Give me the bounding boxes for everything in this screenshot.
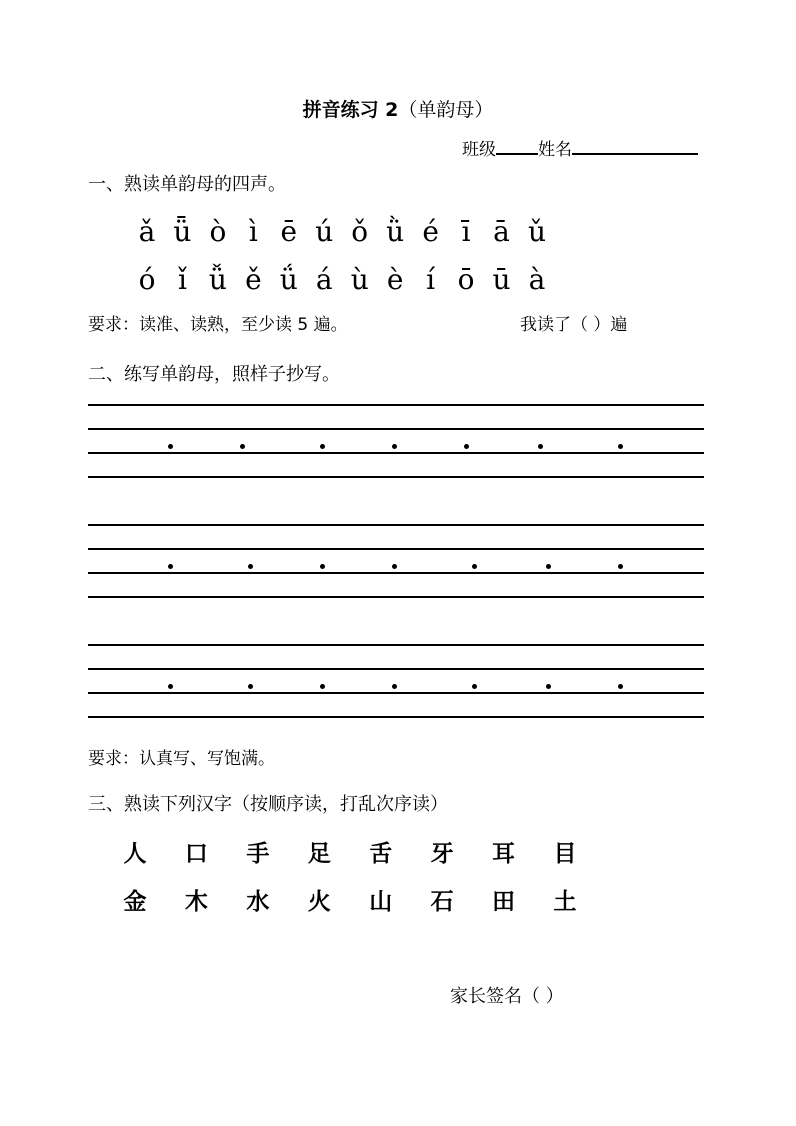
pinyin-row-2 bbox=[132, 262, 552, 298]
hanzi-character: 木 bbox=[184, 889, 208, 915]
pinyin-syllable: à bbox=[528, 263, 546, 296]
pinyin-syllable: í bbox=[426, 263, 436, 296]
pinyin-row-1 bbox=[132, 214, 552, 250]
pinyin-syllable: ó bbox=[138, 263, 156, 296]
sample-dot bbox=[546, 564, 551, 569]
pinyin-syllable: ù bbox=[350, 263, 369, 296]
sample-dot bbox=[546, 684, 551, 689]
pinyin-syllable: ī bbox=[461, 215, 471, 248]
sample-dot bbox=[248, 684, 253, 689]
section3-heading: 三、熟读下列汉字（按顺序读，打乱次序读） bbox=[88, 794, 448, 815]
writing-line bbox=[88, 644, 704, 646]
pinyin-syllable: ō bbox=[457, 263, 475, 296]
pinyin-syllable: ǖ bbox=[173, 215, 192, 248]
char-row-1 bbox=[110, 838, 590, 870]
section1-heading: 一、熟读单韵母的四声。 bbox=[88, 174, 286, 195]
pinyin-syllable: ǜ bbox=[386, 215, 405, 248]
writing-line bbox=[88, 572, 704, 574]
sample-dot bbox=[392, 684, 397, 689]
sample-dot bbox=[618, 684, 623, 689]
title-main: 拼音练习 2 bbox=[302, 99, 399, 121]
read-count: 我读了（ ）遍 bbox=[520, 315, 628, 335]
hanzi-character: 足 bbox=[307, 841, 331, 867]
writing-line bbox=[88, 428, 704, 430]
hanzi-character: 田 bbox=[492, 889, 516, 915]
sample-dot bbox=[168, 444, 173, 449]
pinyin-syllable: ò bbox=[209, 215, 227, 248]
writing-line bbox=[88, 452, 704, 454]
hanzi-character: 牙 bbox=[430, 841, 454, 867]
pinyin-syllable: á bbox=[315, 263, 333, 296]
pinyin-syllable: ā bbox=[493, 215, 510, 248]
writing-line bbox=[88, 596, 704, 598]
hanzi-character: 石 bbox=[430, 889, 454, 915]
sample-dot bbox=[168, 684, 173, 689]
hanzi-character: 人 bbox=[123, 841, 147, 867]
sample-dot bbox=[248, 564, 253, 569]
sample-dot bbox=[392, 444, 397, 449]
title-sub: （单韵母） bbox=[398, 99, 494, 121]
pinyin-syllable: ǘ bbox=[279, 263, 298, 296]
pinyin-syllable: ǒ bbox=[351, 215, 369, 248]
hanzi-character: 口 bbox=[184, 841, 208, 867]
class-blank[interactable] bbox=[496, 136, 538, 155]
name-label: 姓名 bbox=[538, 140, 572, 160]
section2-heading: 二、练写单韵母，照样子抄写。 bbox=[88, 364, 340, 385]
student-info bbox=[462, 136, 698, 162]
sample-dot bbox=[320, 564, 325, 569]
sample-dot bbox=[240, 444, 245, 449]
sample-dot bbox=[168, 564, 173, 569]
pinyin-syllable: ǔ bbox=[527, 215, 546, 248]
pinyin-syllable: ǎ bbox=[138, 215, 156, 248]
hanzi-character: 土 bbox=[553, 889, 577, 915]
hanzi-character: 目 bbox=[553, 841, 577, 867]
name-blank[interactable] bbox=[572, 136, 698, 155]
pinyin-syllable: ú bbox=[315, 215, 334, 248]
writing-line bbox=[88, 524, 704, 526]
pinyin-syllable: ě bbox=[245, 263, 262, 296]
class-label: 班级 bbox=[462, 140, 496, 160]
writing-line bbox=[88, 692, 704, 694]
page-title bbox=[0, 96, 796, 124]
hanzi-character: 舌 bbox=[369, 841, 393, 867]
sample-dot bbox=[320, 684, 325, 689]
pinyin-syllable: ǐ bbox=[177, 263, 187, 296]
parent-signature: 家长签名（ ） bbox=[450, 986, 564, 1007]
char-row-2 bbox=[110, 886, 590, 918]
hanzi-character: 水 bbox=[246, 889, 270, 915]
writing-line bbox=[88, 476, 704, 478]
pinyin-syllable: ǚ bbox=[208, 263, 227, 296]
section1-requirement: 要求：读准、读熟，至少读 5 遍。 bbox=[88, 315, 348, 335]
pinyin-syllable: ì bbox=[248, 215, 258, 248]
hanzi-character: 金 bbox=[123, 889, 147, 915]
sample-dot bbox=[320, 444, 325, 449]
hanzi-character: 耳 bbox=[492, 841, 516, 867]
hanzi-character: 山 bbox=[369, 889, 393, 915]
pinyin-syllable: é bbox=[422, 215, 439, 248]
pinyin-syllable: è bbox=[386, 263, 404, 296]
sample-dot bbox=[618, 444, 623, 449]
sample-dot bbox=[464, 444, 469, 449]
sample-dot bbox=[538, 444, 543, 449]
writing-line bbox=[88, 404, 704, 406]
pinyin-syllable: ē bbox=[280, 215, 298, 248]
writing-line bbox=[88, 548, 704, 550]
sample-dot bbox=[472, 684, 477, 689]
section2-requirement: 要求：认真写、写饱满。 bbox=[88, 749, 275, 769]
hanzi-character: 手 bbox=[246, 841, 270, 867]
writing-line bbox=[88, 716, 704, 718]
sample-dot bbox=[618, 564, 623, 569]
pinyin-syllable: ū bbox=[492, 263, 511, 296]
writing-line bbox=[88, 668, 704, 670]
hanzi-character: 火 bbox=[307, 889, 331, 915]
sample-dot bbox=[392, 564, 397, 569]
sample-dot bbox=[472, 564, 477, 569]
